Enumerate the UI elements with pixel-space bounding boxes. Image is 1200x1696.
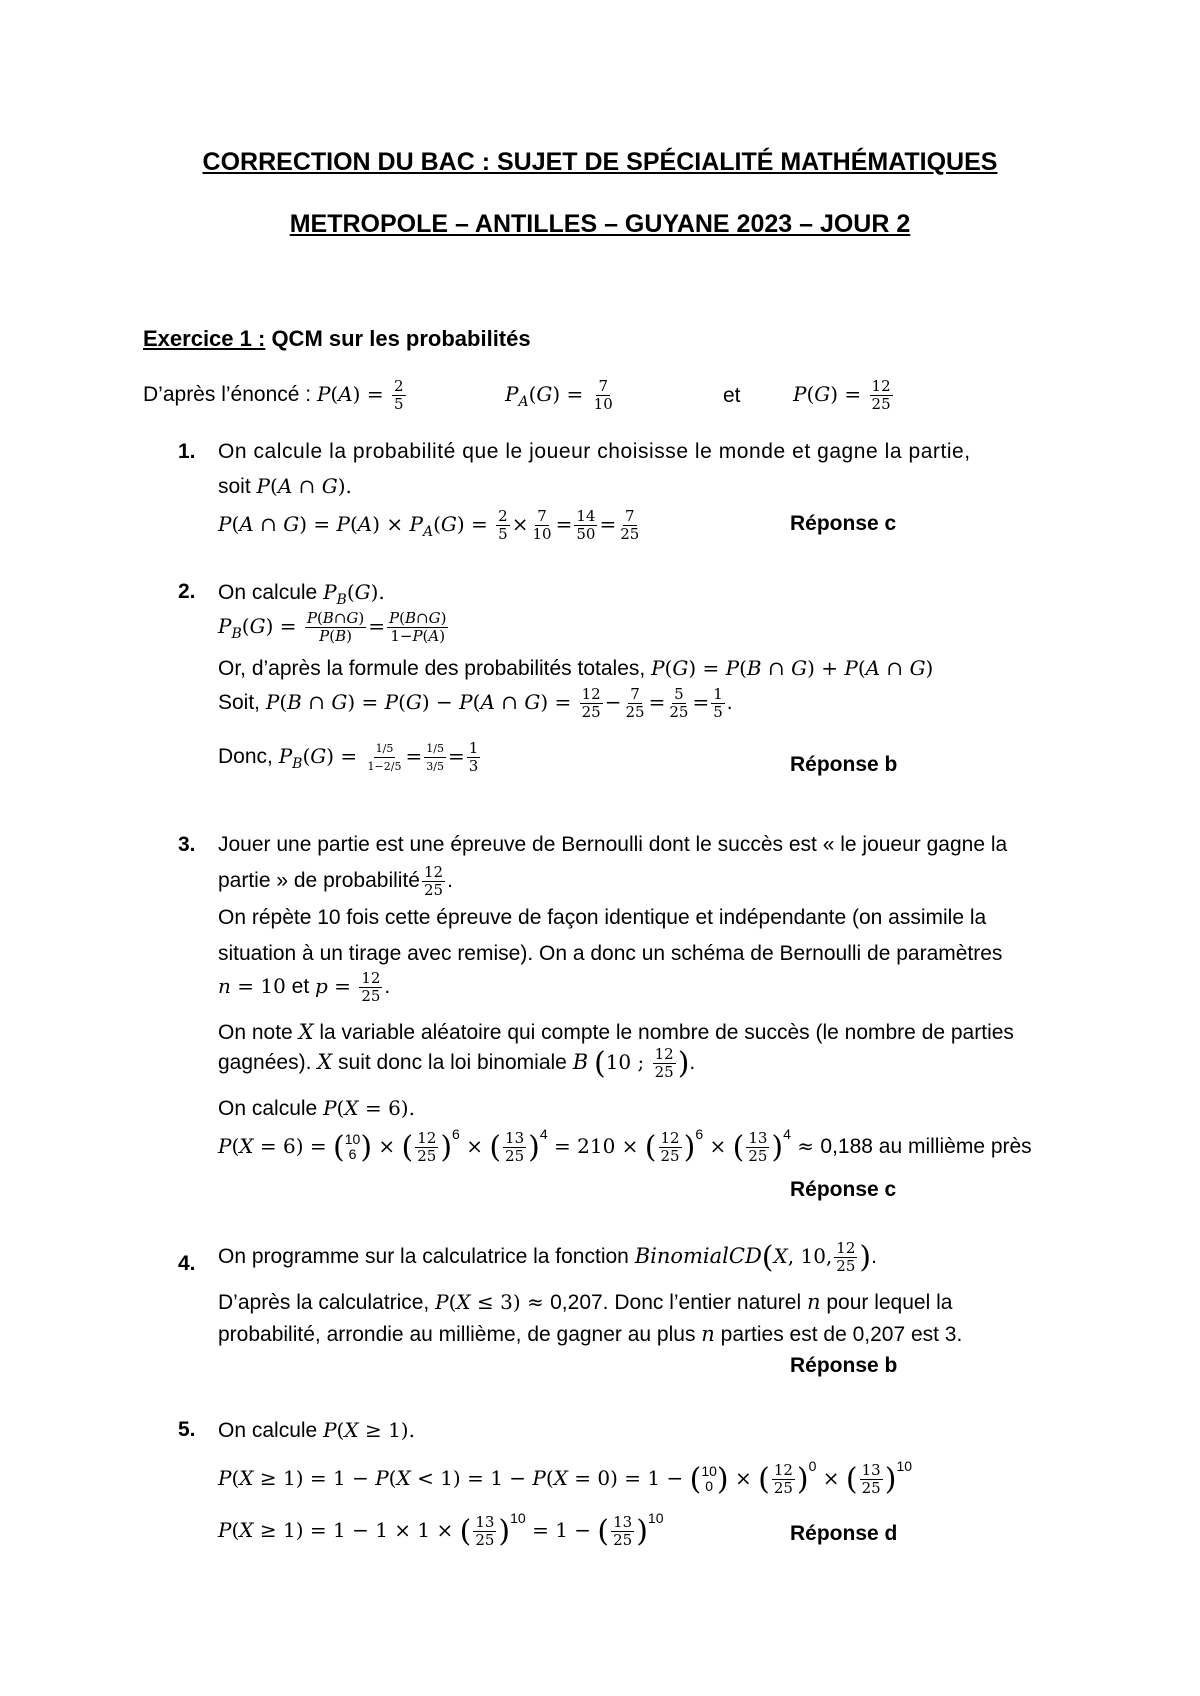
formula-pg: P(G) = $\frac{12}{25}$ bbox=[793, 377, 891, 413]
q5-formula-2: P(X ≥ 1) = 1 − 1 × 1 × ( $\frac{13}{25}$ )$^{10}$ = 1 − ( $\frac{13}{25}$ )$^{10}$ bbox=[218, 1510, 664, 1549]
q1-text-2: soit P(A ∩ G). bbox=[218, 474, 352, 498]
q3-text-1: Jouer une partie est une épreuve de Bernoulli dont le succès est « le joueur gagne la bbox=[218, 833, 1008, 856]
q3-text-3: On répète 10 fois cette épreuve de façon identique et indépendante (on assimile la bbox=[218, 906, 987, 929]
question-4-number: 4. bbox=[178, 1252, 196, 1275]
q2-text: On calcule $P_B(G)$. bbox=[218, 580, 385, 608]
q4-text-3: probabilité, arrondie au millième, de gagner au plus n parties est de 0,207 est 3. bbox=[218, 1322, 963, 1346]
q2-formula-1: $P_B(G)$ = $\frac{P(B\cap G)}{P(B)}$ = $\frac{P(B\cap G)}{1-P(A)}$ bbox=[218, 609, 447, 645]
formula-pa: P(A) = bbox=[316, 382, 390, 407]
q3-answer: Réponse c bbox=[790, 1178, 897, 1201]
q2-text-3: Soit, P(B ∩ G) = P(G) − P(A ∩ G) = $\frac{12}{25}$ − $\frac{7}{25}$ = $\frac{5}{25}$ = $\frac{1}{5}$ . bbox=[218, 685, 733, 721]
q3-text-4: situation à un tirage avec remise). On a donc un schéma de Bernoulli de paramètres bbox=[218, 942, 1003, 965]
q3-text-7: gagnées). X suit donc la loi binomiale B (10 ; $\frac{12}{25}$ ). bbox=[218, 1045, 696, 1081]
q2-answer: Réponse b bbox=[790, 753, 898, 776]
q4-text-2: D’après la calculatrice, P(X ≤ 3) ≈ 0,207. Donc l’entier naturel n pour lequel la bbox=[218, 1290, 953, 1314]
question-3-number: 3. bbox=[178, 833, 196, 856]
exercise-topic: QCM sur les probabilités bbox=[271, 326, 531, 351]
exercise-label: Exercice 1 : bbox=[143, 326, 266, 351]
given-values bbox=[143, 378, 408, 413]
q3-text-5: n = 10 et p = $\frac{12}{25}$ . bbox=[218, 969, 391, 1005]
main-title: CORRECTION DU BAC : SUJET DE SPÉCIALITÉ MATHÉMATIQUES bbox=[202, 148, 998, 176]
question-1-number: 1. bbox=[178, 440, 196, 463]
q4-answer: Réponse b bbox=[790, 1354, 898, 1377]
subtitle: METROPOLE – ANTILLES – GUYANE 2023 – JOUR 2 bbox=[289, 210, 911, 238]
q5-text-1: On calcule P(X ≥ 1). bbox=[218, 1418, 415, 1442]
q5-formula-1: P(X ≥ 1) = 1 − P(X < 1) = 1 − P(X = 0) = 1 − ( 10 0 ) × ( $\frac{12}{25}$ )$^0$ × ( $\frac{13}{25}$ )$^{10}$ bbox=[218, 1458, 913, 1497]
q3-formula: P(X = 6) = ( 10 6 ) × ( $\frac{12}{25}$ )$^6$ × ( $\frac{13}{25}$ )$^4$ = 210 × ( $\frac{12}{25}$ )$^6$ × ( $\frac{13}{25}$ )$^4$ ≈ 0,188 au millième près bbox=[218, 1126, 1032, 1165]
q1-text: On calcule la probabilité que le joueur choisisse le monde et gagne la partie, bbox=[218, 440, 971, 463]
q5-answer: Réponse d bbox=[790, 1522, 898, 1545]
fraction: $\frac{2}{5}$ bbox=[393, 377, 404, 413]
q2-text-2: Or, d’après la formule des probabilités totales, P(G) = P(B ∩ G) + P(A ∩ G) bbox=[218, 656, 934, 680]
question-2-number: 2. bbox=[178, 580, 196, 603]
question-5-number: 5. bbox=[178, 1418, 196, 1441]
q1-formula: P(A ∩ $G) = P(A) \times P_A(G)$ = $\frac{2}{5}$ × $\frac{7}{10}$ = $\frac{14}{50}$ = $\frac{7}{25}$ bbox=[218, 507, 640, 543]
intro-text: D’après l’énoncé : bbox=[143, 383, 312, 407]
q3-text-8: On calcule P(X = 6). bbox=[218, 1096, 415, 1120]
q2-text-4: Donc, $P_B(G)$ = $\frac{1/5}{1-2/5}$ = $\frac{1/5}{3/5}$ = $\frac{1}{3}$ bbox=[218, 739, 479, 775]
q1-answer: Réponse c bbox=[790, 512, 897, 535]
formula-pag: $P_A(G)$ = $\frac{7}{10}$ bbox=[505, 377, 613, 413]
q3-text-6: On note X la variable aléatoire qui compte le nombre de succès (le nombre de parties bbox=[218, 1020, 1014, 1044]
and-word: et bbox=[723, 384, 741, 407]
exercise-heading bbox=[143, 326, 531, 352]
q4-text-1: On programme sur la calculatrice la fonction BinomialCD(X, 10, $\frac{12}{25}$ ). bbox=[218, 1239, 877, 1275]
q3-text-2: partie » de probabilité $\frac{12}{25}$ . bbox=[218, 863, 453, 899]
